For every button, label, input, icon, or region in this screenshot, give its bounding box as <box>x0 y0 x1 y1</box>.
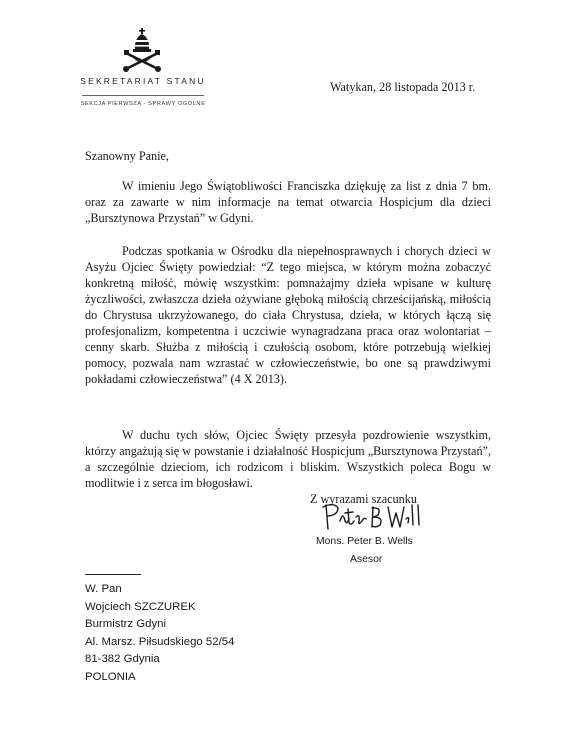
letterhead-rule <box>82 95 204 96</box>
address-line-6: POLONIA <box>85 670 136 683</box>
papal-emblem-icon <box>120 28 164 72</box>
salutation: Szanowny Panie, <box>85 149 169 163</box>
letterhead-office: SEKRETARIAT STANU <box>80 76 206 86</box>
paragraph-3: W duchu tych słów, Ojciec Święty przesyła pozdrowienie wszystkim, którzy angażują się w powstanie i działalność Hospicjum „Bursztynowa Przystań”, a szczególnie dzieciom, ich rodzicom i bliskim. Wszystkich poleca Bogu w modlitwie i z serca im błogosławi. <box>85 428 491 490</box>
paragraph-2: Podczas spotkania w Ośrodku dla niepełnosprawnych i chorych dzieci w Asyżu Ojciec Święty powiedział: “Z tego miejsca, w którym można zobaczyć konkretną miłość, mówię wszystkim: pomnażajmy dzieła wpisane w kulturę życzliwości, zwłaszcza dzieła ożywiane głęboką miłością chrześcijańską, miłością do Chrystusa ukrzyżowanego, do ciała Chrystusa, dzieła, w których łączą się profesjonalizm, kompetentna i uczciwie wynagradzana praca oraz wolontariat – cenny skarb. Służba z miłością i czułością osobom, które potrzebują wielkiej pomocy, pozwala nam wzrastać w człowieczeństwie, bo one są prawdziwymi pokładami człowieczeństwa” (4 X 2013). <box>85 244 491 386</box>
recipient-address <box>85 581 234 687</box>
address-line-1: W. Pan <box>85 583 122 595</box>
signer-name: Mons. Peter B. Wells <box>316 536 413 547</box>
closing: Z wyrazami szacunku <box>310 492 417 506</box>
address-line-3: Burmistrz Gdyni <box>85 618 167 631</box>
address-line-2: Wojciech SZCZUREK <box>85 600 196 613</box>
paragraph-1: W imieniu Jego Świątobliwości Franciszka dziękuję za list z dnia 7 bm. oraz za zawarte w nim informacje na temat otwarcia Hospicjum dla dzieci „Bursztynowa Przystań” w Gdyni. <box>85 179 491 225</box>
signature-icon <box>318 499 428 535</box>
letterhead-section: SEKCJA PIERWSZA - SPRAWY OGÓLNE <box>80 101 206 107</box>
address-line-5: 81-382 Gdynia <box>85 653 160 666</box>
letter-date: Watykan, 28 listopada 2013 r. <box>330 80 476 94</box>
signer-role: Asesor <box>350 554 383 565</box>
address-line-4: Al. Marsz. Piłsudskiego 52/54 <box>85 635 235 648</box>
address-rule <box>85 574 141 575</box>
